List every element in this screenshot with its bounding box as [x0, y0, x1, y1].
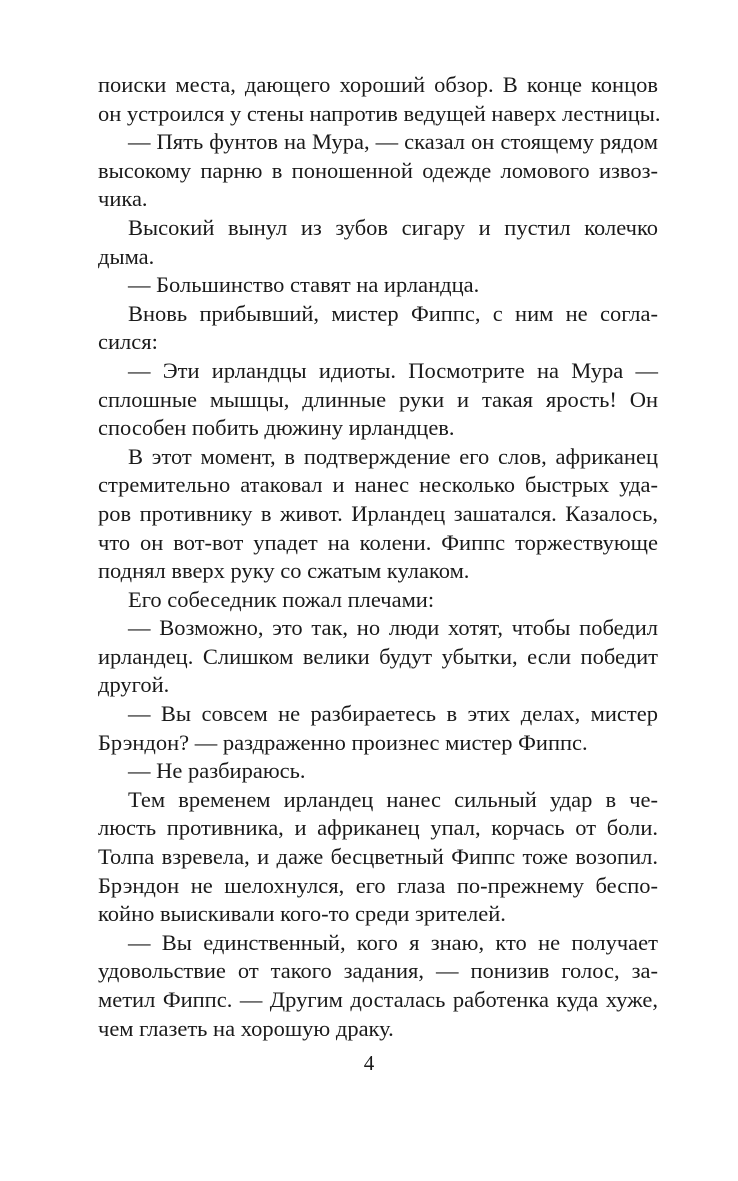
text-line: метил Фиппс. — Другим досталась работенка куда хуже,	[98, 987, 658, 1012]
text-line: поднял вверх руку со сжатым кулаком.	[98, 558, 470, 584]
text-line: он устроился у стены напротив ведущей наверх лестницы.	[98, 100, 661, 126]
text-line: — Не разбираюсь.	[128, 758, 306, 784]
text-line: Толпа взревела, и даже бесцветный Фиппс тоже возопил.	[98, 844, 658, 870]
text-line: способен побить дюжину ирландцев.	[98, 415, 455, 441]
text-line: дыма.	[98, 243, 155, 269]
text-line: поиски места, дающего хороший обзор. В конце концов	[98, 72, 658, 97]
page-body-text	[98, 71, 661, 1043]
text-line: удовольствие от такого задания, — понизив голос, за-	[98, 958, 658, 984]
text-line: что он вот-вот упадет на колени. Фиппс торжествующе	[98, 529, 658, 555]
text-line: — Большинство ставят на ирландца.	[128, 272, 480, 298]
text-line: ирландец. Слишком велики будут убытки, если победит	[98, 643, 658, 669]
text-line: Вновь прибывший, мистер Фиппс, с ним не согла-	[128, 300, 658, 326]
text-line: — Возможно, это так, но люди хотят, чтобы победил	[128, 615, 658, 641]
text-line: Его собеседник пожал плечами:	[128, 586, 435, 612]
text-line: В этот момент, в подтверждение его слов, африканец	[128, 443, 658, 469]
text-line: Высокий вынул из зубов сигару и пустил колечко	[128, 214, 658, 240]
text-line: сился:	[98, 329, 158, 355]
page-number: 4	[363, 1051, 375, 1075]
text-line: чем глазеть на хорошую драку.	[98, 1015, 394, 1041]
text-line: Тем временем ирландец нанес сильный удар в че-	[128, 786, 658, 812]
text-line: другой.	[98, 672, 170, 698]
text-line: ров противнику в живот. Ирландец зашатался. Казалось,	[98, 500, 658, 526]
text-line: Брэндон не шелохнулся, его глаза по-прежнему беспо-	[98, 872, 658, 898]
text-line: — Пять фунтов на Мура, — сказал он стоящему рядом	[128, 129, 658, 155]
text-line: люсть противника, и африканец упал, корчась от боли.	[98, 815, 658, 841]
text-line: — Вы совсем не разбираетесь в этих делах, мистер	[128, 701, 658, 727]
text-line: Брэндон? — раздраженно произнес мистер Фиппс.	[98, 729, 588, 755]
text-line: койно выискивали кого-то среди зрителей.	[98, 901, 506, 927]
text-line: высокому парню в поношенной одежде ломового извоз-	[98, 157, 658, 183]
text-line: — Эти ирландцы идиоты. Посмотрите на Мура —	[128, 357, 658, 383]
text-line: стремительно атаковал и нанес несколько быстрых уда-	[98, 472, 658, 498]
text-line: чика.	[98, 186, 148, 212]
text-line: — Вы единственный, кого я знаю, кто не получает	[128, 929, 658, 955]
text-line: сплошные мышцы, длинные руки и такая ярость! Он	[98, 386, 658, 412]
